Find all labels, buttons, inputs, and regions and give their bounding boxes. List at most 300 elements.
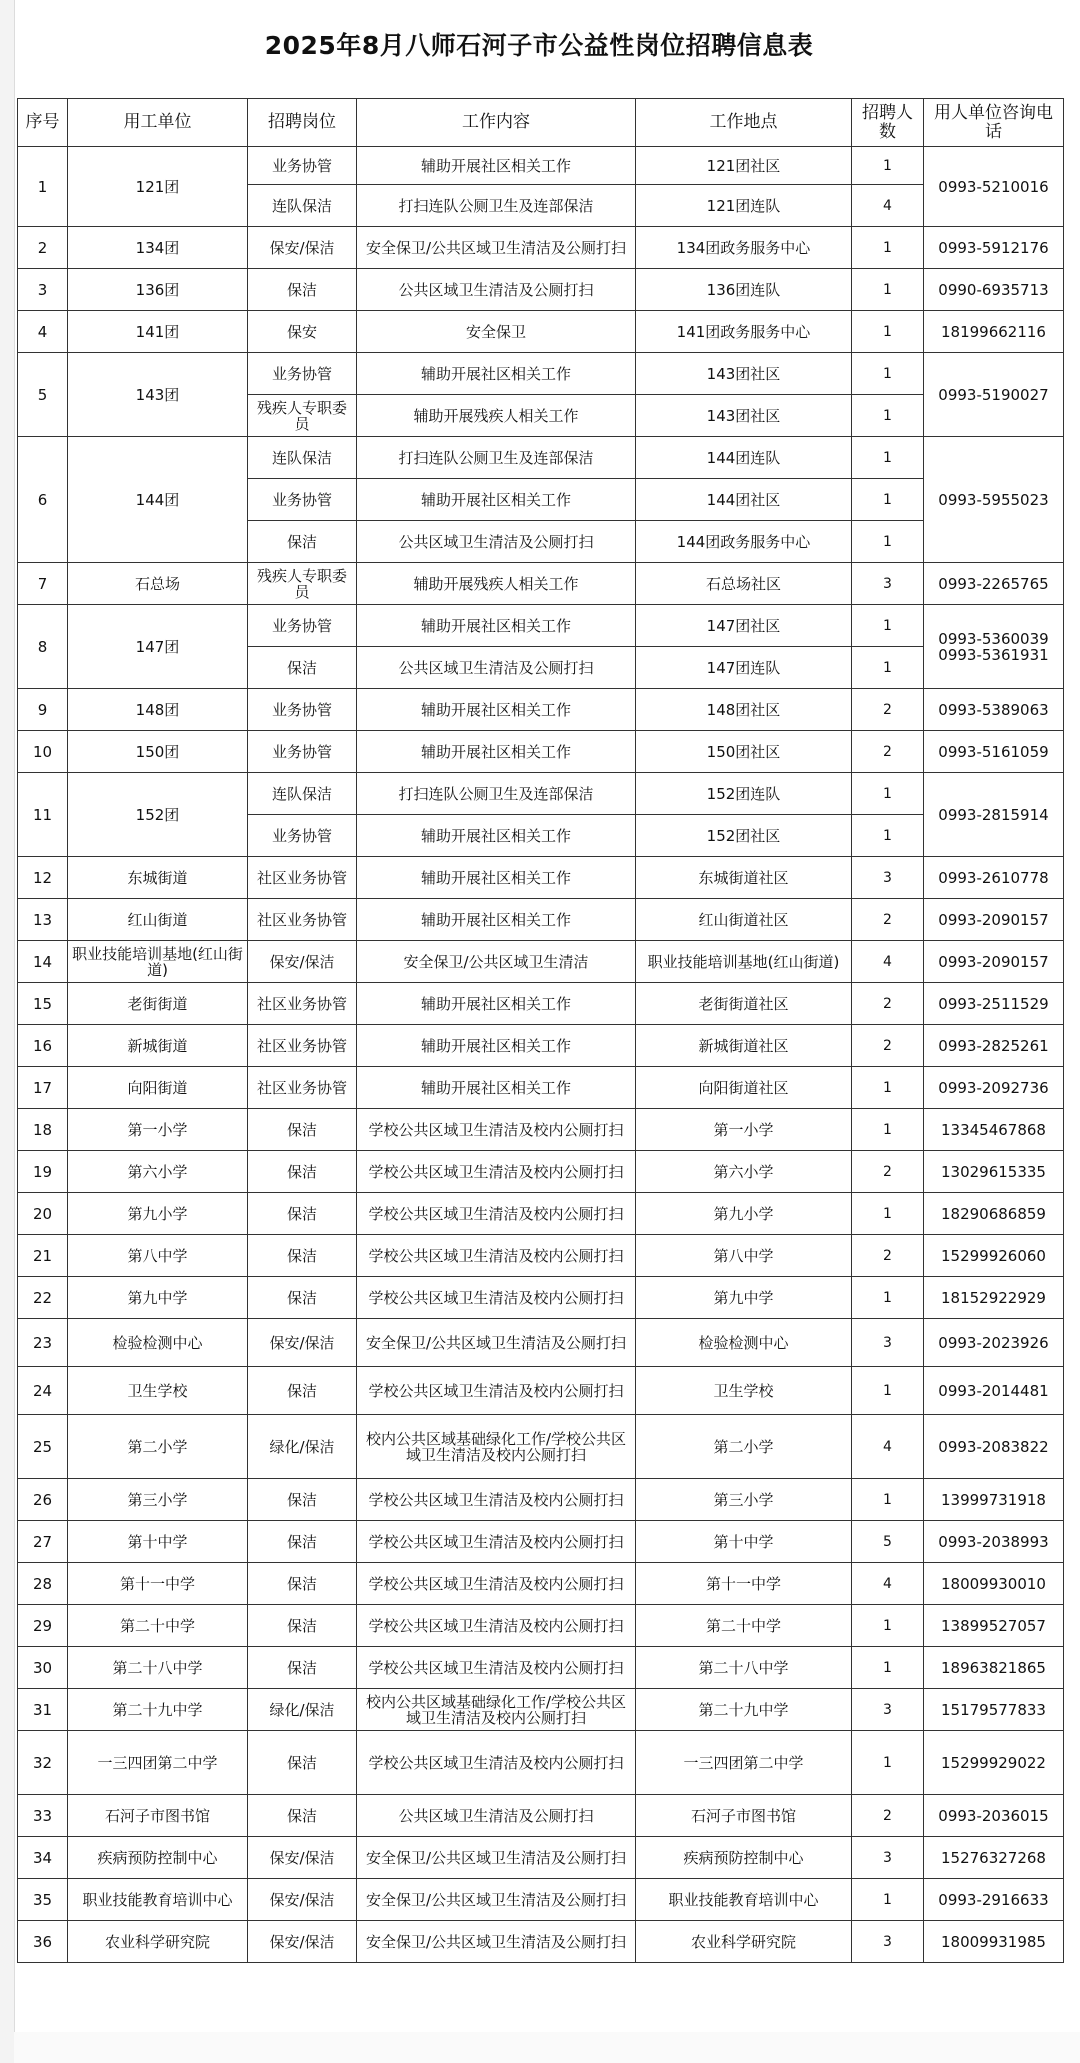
cell-phone: 13345467868 — [924, 1109, 1064, 1151]
cell-seq: 33 — [18, 1795, 68, 1837]
cell-post: 保洁 — [248, 1193, 357, 1235]
cell-location: 134团政务服务中心 — [636, 227, 852, 269]
cell-content: 公共区域卫生清洁及公厕打扫 — [357, 647, 636, 689]
cell-phone: 0993-5190027 — [924, 353, 1064, 437]
cell-count: 4 — [852, 185, 924, 227]
table-row — [18, 269, 1064, 311]
table-row — [18, 983, 1064, 1025]
cell-phone: 0993-2265765 — [924, 563, 1064, 605]
cell-location: 一三四团第二中学 — [636, 1731, 852, 1795]
cell-seq: 29 — [18, 1605, 68, 1647]
cell-content: 辅助开展残疾人相关工作 — [357, 563, 636, 605]
cell-phone: 18290686859 — [924, 1193, 1064, 1235]
cell-post: 保安/保洁 — [248, 1879, 357, 1921]
cell-unit: 150团 — [68, 731, 248, 773]
cell-content: 公共区域卫生清洁及公厕打扫 — [357, 1795, 636, 1837]
cell-location: 第八中学 — [636, 1235, 852, 1277]
cell-post: 社区业务协管 — [248, 1025, 357, 1067]
cell-unit: 143团 — [68, 353, 248, 437]
cell-seq: 21 — [18, 1235, 68, 1277]
cell-content: 辅助开展社区相关工作 — [357, 899, 636, 941]
cell-count: 1 — [852, 479, 924, 521]
cell-content: 安全保卫/公共区域卫生清洁及公厕打扫 — [357, 1921, 636, 1963]
cell-unit: 147团 — [68, 605, 248, 689]
cell-location: 152团连队 — [636, 773, 852, 815]
cell-content: 辅助开展社区相关工作 — [357, 731, 636, 773]
cell-count: 3 — [852, 1921, 924, 1963]
table-row — [18, 1689, 1064, 1731]
row-number-gutter — [0, 0, 15, 2063]
cell-phone: 0993-2038993 — [924, 1521, 1064, 1563]
cell-post: 保洁 — [248, 1563, 357, 1605]
cell-content: 公共区域卫生清洁及公厕打扫 — [357, 269, 636, 311]
cell-count: 1 — [852, 147, 924, 185]
cell-seq: 12 — [18, 857, 68, 899]
cell-unit: 第三小学 — [68, 1479, 248, 1521]
cell-unit: 第六小学 — [68, 1151, 248, 1193]
cell-phone: 0993-2815914 — [924, 773, 1064, 857]
cell-post: 保安/保洁 — [248, 941, 357, 983]
cell-seq: 1 — [18, 147, 68, 227]
cell-unit: 第二十中学 — [68, 1605, 248, 1647]
cell-count: 1 — [852, 1731, 924, 1795]
cell-post: 业务协管 — [248, 815, 357, 857]
cell-seq: 19 — [18, 1151, 68, 1193]
table-row — [18, 1563, 1064, 1605]
cell-location: 第十一中学 — [636, 1563, 852, 1605]
cell-count: 1 — [852, 521, 924, 563]
cell-location: 第二十中学 — [636, 1605, 852, 1647]
cell-location: 152团社区 — [636, 815, 852, 857]
cell-post: 社区业务协管 — [248, 857, 357, 899]
table-row — [18, 1151, 1064, 1193]
cell-count: 4 — [852, 1415, 924, 1479]
cell-phone: 0993-2083822 — [924, 1415, 1064, 1479]
cell-phone: 0993-5210016 — [924, 147, 1064, 227]
cell-location: 职业技能教育培训中心 — [636, 1879, 852, 1921]
cell-unit: 148团 — [68, 689, 248, 731]
cell-location: 第六小学 — [636, 1151, 852, 1193]
table-row — [18, 1319, 1064, 1367]
cell-seq: 10 — [18, 731, 68, 773]
cell-count: 3 — [852, 1689, 924, 1731]
cell-unit: 136团 — [68, 269, 248, 311]
cell-location: 141团政务服务中心 — [636, 311, 852, 353]
cell-post: 保洁 — [248, 1479, 357, 1521]
cell-seq: 25 — [18, 1415, 68, 1479]
cell-phone: 0993-2014481 — [924, 1367, 1064, 1415]
cell-content: 校内公共区域基础绿化工作/学校公共区域卫生清洁及校内公厕打扫 — [357, 1689, 636, 1731]
cell-post: 保洁 — [248, 1367, 357, 1415]
cell-unit: 第十一中学 — [68, 1563, 248, 1605]
cell-unit: 第九小学 — [68, 1193, 248, 1235]
cell-seq: 20 — [18, 1193, 68, 1235]
cell-count: 1 — [852, 1193, 924, 1235]
cell-phone: 0993-2036015 — [924, 1795, 1064, 1837]
cell-phone: 0990-6935713 — [924, 269, 1064, 311]
cell-seq: 26 — [18, 1479, 68, 1521]
cell-location: 第二小学 — [636, 1415, 852, 1479]
cell-count: 1 — [852, 1647, 924, 1689]
cell-content: 学校公共区域卫生清洁及校内公厕打扫 — [357, 1605, 636, 1647]
cell-seq: 15 — [18, 983, 68, 1025]
cell-location: 新城街道社区 — [636, 1025, 852, 1067]
cell-location: 向阳街道社区 — [636, 1067, 852, 1109]
cell-location: 143团社区 — [636, 353, 852, 395]
cell-phone: 13999731918 — [924, 1479, 1064, 1521]
cell-seq: 27 — [18, 1521, 68, 1563]
cell-count: 1 — [852, 1479, 924, 1521]
cell-content: 学校公共区域卫生清洁及校内公厕打扫 — [357, 1193, 636, 1235]
cell-phone: 15276327268 — [924, 1837, 1064, 1879]
table-row — [18, 899, 1064, 941]
bottom-margin — [14, 2032, 1080, 2063]
cell-unit: 卫生学校 — [68, 1367, 248, 1415]
cell-post: 保洁 — [248, 269, 357, 311]
cell-content: 打扫连队公厕卫生及连部保洁 — [357, 773, 636, 815]
cell-post: 保洁 — [248, 1605, 357, 1647]
header-content: 工作内容 — [357, 99, 636, 147]
cell-phone: 0993-2610778 — [924, 857, 1064, 899]
recruitment-table — [17, 98, 1064, 1963]
cell-seq: 13 — [18, 899, 68, 941]
cell-phone: 0993-5360039 0993-5361931 — [924, 605, 1064, 689]
cell-post: 保洁 — [248, 1235, 357, 1277]
cell-content: 学校公共区域卫生清洁及校内公厕打扫 — [357, 1235, 636, 1277]
cell-post: 保安/保洁 — [248, 1837, 357, 1879]
cell-count: 1 — [852, 1109, 924, 1151]
cell-post: 保洁 — [248, 1277, 357, 1319]
cell-phone: 18009931985 — [924, 1921, 1064, 1963]
cell-post: 残疾人专职委员 — [248, 395, 357, 437]
cell-location: 136团连队 — [636, 269, 852, 311]
cell-seq: 28 — [18, 1563, 68, 1605]
cell-seq: 4 — [18, 311, 68, 353]
cell-phone: 0993-2090157 — [924, 899, 1064, 941]
cell-location: 第三小学 — [636, 1479, 852, 1521]
cell-location: 第二十八中学 — [636, 1647, 852, 1689]
cell-location: 检验检测中心 — [636, 1319, 852, 1367]
table-row — [18, 1731, 1064, 1795]
header-seq: 序号 — [18, 99, 68, 147]
cell-count: 1 — [852, 353, 924, 395]
cell-location: 石总场社区 — [636, 563, 852, 605]
cell-phone: 0993-2511529 — [924, 983, 1064, 1025]
cell-count: 1 — [852, 1605, 924, 1647]
cell-location: 144团社区 — [636, 479, 852, 521]
cell-phone: 0993-2916633 — [924, 1879, 1064, 1921]
cell-content: 学校公共区域卫生清洁及校内公厕打扫 — [357, 1731, 636, 1795]
cell-count: 1 — [852, 437, 924, 479]
cell-seq: 6 — [18, 437, 68, 563]
cell-location: 农业科学研究院 — [636, 1921, 852, 1963]
cell-count: 1 — [852, 1879, 924, 1921]
header-location: 工作地点 — [636, 99, 852, 147]
cell-post: 绿化/保洁 — [248, 1689, 357, 1731]
cell-location: 第一小学 — [636, 1109, 852, 1151]
cell-post: 保洁 — [248, 1647, 357, 1689]
page-title: 2025年8月八师石河子市公益性岗位招聘信息表 — [264, 31, 814, 60]
cell-unit: 新城街道 — [68, 1025, 248, 1067]
table-row — [18, 437, 1064, 479]
table-row — [18, 1479, 1064, 1521]
cell-location: 第九中学 — [636, 1277, 852, 1319]
cell-content: 辅助开展社区相关工作 — [357, 983, 636, 1025]
cell-phone: 0993-2825261 — [924, 1025, 1064, 1067]
table-row — [18, 1067, 1064, 1109]
cell-post: 连队保洁 — [248, 437, 357, 479]
cell-location: 144团政务服务中心 — [636, 521, 852, 563]
cell-unit: 121团 — [68, 147, 248, 227]
cell-unit: 红山街道 — [68, 899, 248, 941]
cell-count: 3 — [852, 1837, 924, 1879]
cell-unit: 职业技能培训基地(红山街道) — [68, 941, 248, 983]
cell-content: 安全保卫/公共区域卫生清洁 — [357, 941, 636, 983]
table-row — [18, 227, 1064, 269]
table-row — [18, 1879, 1064, 1921]
cell-phone: 0993-2092736 — [924, 1067, 1064, 1109]
cell-seq: 34 — [18, 1837, 68, 1879]
cell-location: 疾病预防控制中心 — [636, 1837, 852, 1879]
cell-content: 安全保卫/公共区域卫生清洁及公厕打扫 — [357, 227, 636, 269]
cell-unit: 职业技能教育培训中心 — [68, 1879, 248, 1921]
cell-content: 辅助开展社区相关工作 — [357, 1025, 636, 1067]
cell-unit: 一三四团第二中学 — [68, 1731, 248, 1795]
cell-content: 辅助开展社区相关工作 — [357, 857, 636, 899]
table-row — [18, 1109, 1064, 1151]
cell-content: 辅助开展社区相关工作 — [357, 1067, 636, 1109]
cell-phone: 15299926060 — [924, 1235, 1064, 1277]
cell-post: 业务协管 — [248, 605, 357, 647]
cell-content: 辅助开展社区相关工作 — [357, 479, 636, 521]
cell-unit: 石总场 — [68, 563, 248, 605]
cell-content: 学校公共区域卫生清洁及校内公厕打扫 — [357, 1109, 636, 1151]
cell-location: 第九小学 — [636, 1193, 852, 1235]
cell-seq: 35 — [18, 1879, 68, 1921]
cell-post: 业务协管 — [248, 479, 357, 521]
cell-count: 1 — [852, 227, 924, 269]
cell-count: 2 — [852, 1025, 924, 1067]
cell-location: 121团连队 — [636, 185, 852, 227]
cell-post: 业务协管 — [248, 353, 357, 395]
cell-location: 148团社区 — [636, 689, 852, 731]
cell-content: 辅助开展社区相关工作 — [357, 815, 636, 857]
cell-count: 1 — [852, 647, 924, 689]
table-body — [18, 147, 1064, 1963]
cell-seq: 9 — [18, 689, 68, 731]
cell-seq: 17 — [18, 1067, 68, 1109]
cell-content: 辅助开展社区相关工作 — [357, 353, 636, 395]
table-row — [18, 1521, 1064, 1563]
cell-location: 第二十九中学 — [636, 1689, 852, 1731]
header-row — [18, 99, 1064, 147]
cell-unit: 农业科学研究院 — [68, 1921, 248, 1963]
cell-location: 东城街道社区 — [636, 857, 852, 899]
table-row — [18, 1837, 1064, 1879]
cell-count: 1 — [852, 1367, 924, 1415]
table-row — [18, 857, 1064, 899]
cell-seq: 23 — [18, 1319, 68, 1367]
cell-post: 业务协管 — [248, 689, 357, 731]
table-row — [18, 1235, 1064, 1277]
cell-count: 2 — [852, 899, 924, 941]
cell-seq: 5 — [18, 353, 68, 437]
cell-seq: 3 — [18, 269, 68, 311]
cell-content: 辅助开展社区相关工作 — [357, 605, 636, 647]
cell-seq: 8 — [18, 605, 68, 689]
cell-phone: 15179577833 — [924, 1689, 1064, 1731]
cell-phone: 13029615335 — [924, 1151, 1064, 1193]
cell-unit: 152团 — [68, 773, 248, 857]
cell-unit: 疾病预防控制中心 — [68, 1837, 248, 1879]
cell-content: 校内公共区域基础绿化工作/学校公共区域卫生清洁及校内公厕打扫 — [357, 1415, 636, 1479]
cell-post: 保安/保洁 — [248, 1921, 357, 1963]
cell-content: 安全保卫/公共区域卫生清洁及公厕打扫 — [357, 1837, 636, 1879]
table-row — [18, 689, 1064, 731]
table-row — [18, 1605, 1064, 1647]
cell-count: 1 — [852, 605, 924, 647]
cell-content: 学校公共区域卫生清洁及校内公厕打扫 — [357, 1479, 636, 1521]
cell-location: 老街街道社区 — [636, 983, 852, 1025]
header-post: 招聘岗位 — [248, 99, 357, 147]
cell-location: 121团社区 — [636, 147, 852, 185]
cell-post: 保洁 — [248, 1795, 357, 1837]
cell-unit: 141团 — [68, 311, 248, 353]
cell-content: 辅助开展残疾人相关工作 — [357, 395, 636, 437]
cell-unit: 石河子市图书馆 — [68, 1795, 248, 1837]
table-row — [18, 941, 1064, 983]
cell-content: 打扫连队公厕卫生及连部保洁 — [357, 437, 636, 479]
cell-phone: 18199662116 — [924, 311, 1064, 353]
cell-post: 保洁 — [248, 521, 357, 563]
cell-location: 卫生学校 — [636, 1367, 852, 1415]
cell-count: 1 — [852, 1067, 924, 1109]
cell-post: 社区业务协管 — [248, 983, 357, 1025]
cell-phone: 15299929022 — [924, 1731, 1064, 1795]
cell-post: 业务协管 — [248, 147, 357, 185]
cell-count: 3 — [852, 857, 924, 899]
table-row — [18, 605, 1064, 647]
cell-count: 1 — [852, 269, 924, 311]
cell-count: 2 — [852, 1235, 924, 1277]
cell-post: 绿化/保洁 — [248, 1415, 357, 1479]
cell-phone: 0993-5161059 — [924, 731, 1064, 773]
cell-unit: 第八中学 — [68, 1235, 248, 1277]
cell-content: 学校公共区域卫生清洁及校内公厕打扫 — [357, 1151, 636, 1193]
table-row — [18, 1193, 1064, 1235]
cell-location: 石河子市图书馆 — [636, 1795, 852, 1837]
cell-seq: 2 — [18, 227, 68, 269]
cell-count: 1 — [852, 311, 924, 353]
cell-content: 学校公共区域卫生清洁及校内公厕打扫 — [357, 1647, 636, 1689]
cell-seq: 11 — [18, 773, 68, 857]
cell-count: 5 — [852, 1521, 924, 1563]
cell-post: 保洁 — [248, 1731, 357, 1795]
cell-unit: 检验检测中心 — [68, 1319, 248, 1367]
cell-content: 安全保卫/公共区域卫生清洁及公厕打扫 — [357, 1319, 636, 1367]
cell-phone: 18152922929 — [924, 1277, 1064, 1319]
cell-count: 2 — [852, 1151, 924, 1193]
cell-content: 公共区域卫生清洁及公厕打扫 — [357, 521, 636, 563]
cell-post: 社区业务协管 — [248, 899, 357, 941]
cell-unit: 向阳街道 — [68, 1067, 248, 1109]
cell-seq: 7 — [18, 563, 68, 605]
table-row — [18, 563, 1064, 605]
cell-phone: 0993-5389063 — [924, 689, 1064, 731]
cell-seq: 14 — [18, 941, 68, 983]
table-row — [18, 1921, 1064, 1963]
cell-location: 第十中学 — [636, 1521, 852, 1563]
cell-seq: 18 — [18, 1109, 68, 1151]
cell-content: 安全保卫/公共区域卫生清洁及公厕打扫 — [357, 1879, 636, 1921]
table-row — [18, 1367, 1064, 1415]
cell-content: 打扫连队公厕卫生及连部保洁 — [357, 185, 636, 227]
cell-seq: 32 — [18, 1731, 68, 1795]
cell-post: 保安/保洁 — [248, 1319, 357, 1367]
cell-count: 3 — [852, 563, 924, 605]
table-row — [18, 353, 1064, 395]
cell-unit: 第二十八中学 — [68, 1647, 248, 1689]
header-unit: 用工单位 — [68, 99, 248, 147]
header-count: 招聘人数 — [852, 99, 924, 147]
cell-unit: 144团 — [68, 437, 248, 563]
cell-phone: 18963821865 — [924, 1647, 1064, 1689]
cell-phone: 0993-5955023 — [924, 437, 1064, 563]
cell-unit: 第一小学 — [68, 1109, 248, 1151]
cell-post: 保洁 — [248, 647, 357, 689]
cell-count: 4 — [852, 941, 924, 983]
cell-phone: 18009930010 — [924, 1563, 1064, 1605]
cell-count: 2 — [852, 731, 924, 773]
cell-post: 保洁 — [248, 1109, 357, 1151]
cell-seq: 16 — [18, 1025, 68, 1067]
cell-location: 147团连队 — [636, 647, 852, 689]
table-row — [18, 147, 1064, 185]
cell-count: 2 — [852, 1795, 924, 1837]
cell-count: 2 — [852, 689, 924, 731]
cell-post: 保洁 — [248, 1521, 357, 1563]
cell-location: 150团社区 — [636, 731, 852, 773]
table-row — [18, 311, 1064, 353]
cell-phone: 0993-2090157 — [924, 941, 1064, 983]
table-row — [18, 1025, 1064, 1067]
cell-location: 147团社区 — [636, 605, 852, 647]
cell-count: 1 — [852, 815, 924, 857]
cell-unit: 第十中学 — [68, 1521, 248, 1563]
cell-seq: 24 — [18, 1367, 68, 1415]
cell-count: 1 — [852, 395, 924, 437]
header-phone: 用人单位咨询电话 — [924, 99, 1064, 147]
cell-unit: 老街街道 — [68, 983, 248, 1025]
cell-content: 辅助开展社区相关工作 — [357, 689, 636, 731]
cell-post: 保洁 — [248, 1151, 357, 1193]
cell-phone: 0993-2023926 — [924, 1319, 1064, 1367]
table-row — [18, 1415, 1064, 1479]
cell-unit: 第二小学 — [68, 1415, 248, 1479]
cell-content: 学校公共区域卫生清洁及校内公厕打扫 — [357, 1563, 636, 1605]
table-row — [18, 1647, 1064, 1689]
cell-unit: 134团 — [68, 227, 248, 269]
cell-location: 144团连队 — [636, 437, 852, 479]
cell-content: 学校公共区域卫生清洁及校内公厕打扫 — [357, 1521, 636, 1563]
cell-post: 业务协管 — [248, 731, 357, 773]
cell-seq: 22 — [18, 1277, 68, 1319]
cell-count: 3 — [852, 1319, 924, 1367]
cell-seq: 36 — [18, 1921, 68, 1963]
cell-location: 143团社区 — [636, 395, 852, 437]
cell-location: 职业技能培训基地(红山街道) — [636, 941, 852, 983]
cell-content: 学校公共区域卫生清洁及校内公厕打扫 — [357, 1367, 636, 1415]
